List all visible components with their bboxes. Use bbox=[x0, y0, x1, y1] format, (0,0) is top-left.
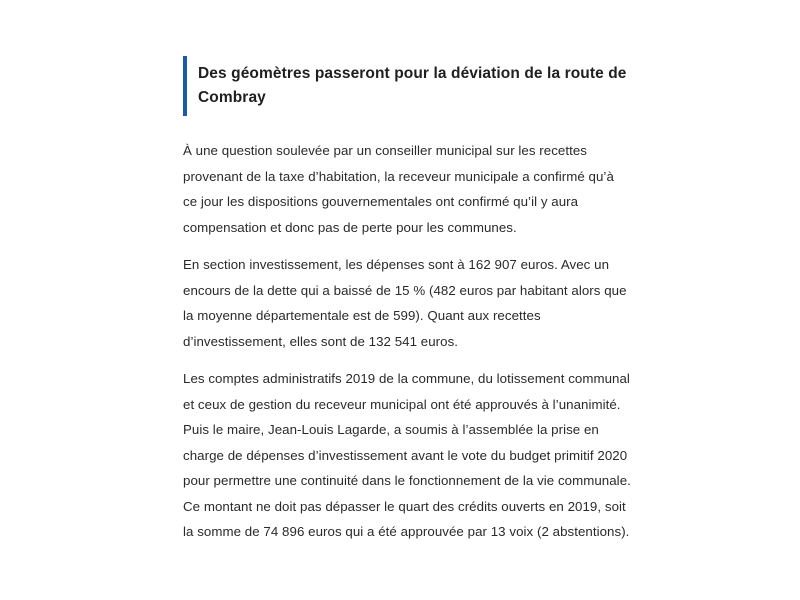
article bbox=[183, 56, 631, 557]
article-paragraph-1: À une question soulevée par un conseiller municipal sur les recettes provenant de la taxe d’habitation, la receveur municipale a confirmé qu’à ce jour les dispositions gouvernementales ont confirmé qu’il y aura compensation et donc pas de perte pour les communes. bbox=[183, 143, 614, 235]
article-paragraph-2: En section investissement, les dépenses sont à 162 907 euros. Avec un encours de la dette qui a baissé de 15 % (482 euros par habitant alors que la moyenne départementale est de 599). Quant aux recettes d’investissement, elles sont de 132 541 euros. bbox=[183, 257, 627, 349]
headline-block bbox=[183, 56, 631, 116]
article-paragraph-3: Les comptes administratifs 2019 de la commune, du lotissement communal et ceux de gestion du receveur municipal ont été approuvés à l’unanimité. Puis le maire, Jean-Louis Lagarde, a soumis à l’assemblée la prise en charge de dépenses d’investissement avant le vote du budget primitif 2020 pour permettre une continuité dans le fonctionnement de la vie communale. Ce montant ne doit pas dépasser le quart des crédits ouverts en 2019, soit la somme de 74 896 euros qui a été approuvée par 13 voix (2 abstentions). bbox=[183, 371, 631, 539]
article-headline: Des géomètres passeront pour la déviation de la route de Combray bbox=[198, 65, 627, 106]
